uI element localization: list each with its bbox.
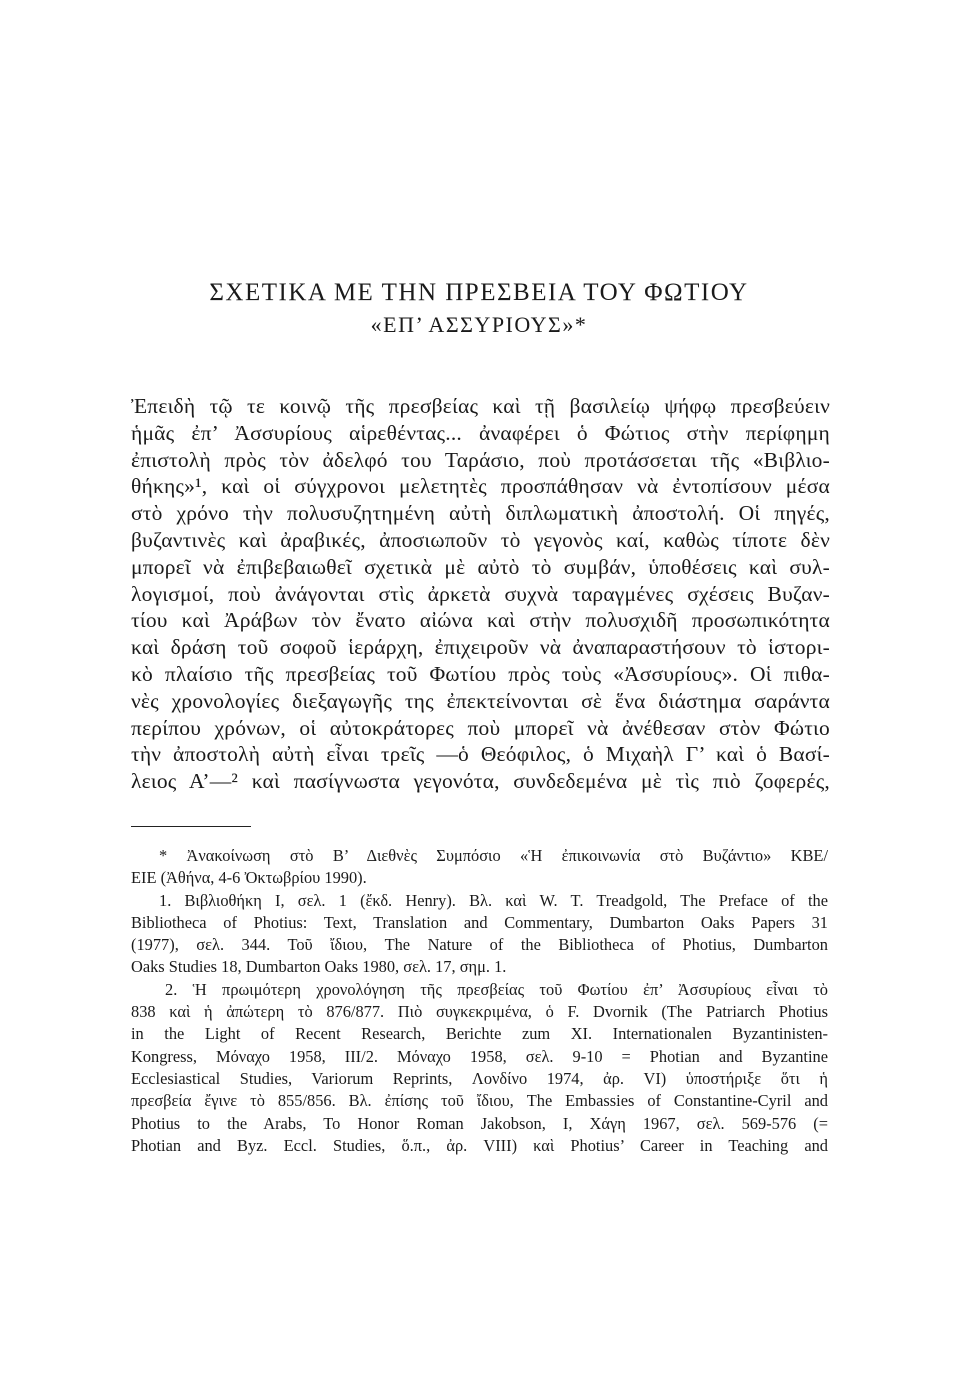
body-line: στὸ χρόνο τὴν πολυσυζητημένη αὐτὴ διπλωματικὴ ἀποστολή. Οἱ πηγές, bbox=[131, 501, 830, 526]
body-line: νὲς χρονολογίες διεξαγωγῆς της ἐπεκτείνονται σὲ ἕνα διάστημα σαράντα bbox=[131, 688, 830, 713]
footnote-2-line: Photian and Byz. Eccl. Studies, ὅ.π., ἀρ. VIII) καὶ Photius’ Career in Teaching and bbox=[131, 1135, 828, 1155]
footnote-1-line: Bibliotheca of Photius: Text, Translation and Commentary, Dumbarton Oaks Papers 31 bbox=[131, 912, 828, 932]
body-line: βυζαντινὲς καὶ ἀραβικές, ἀποσιωποῦν τὸ γεγονὸς καί, καθὼς τίποτε δὲν bbox=[131, 527, 830, 552]
footnote-2-line: Kongress, Μόναχο 1958, III/2. Μόναχο 1958, σελ. 9-10 = Photian and Byzantine bbox=[131, 1046, 828, 1066]
footnotes bbox=[131, 845, 828, 1157]
article-title bbox=[130, 278, 828, 340]
footnote-1-line: Oaks Studies 18, Dumbarton Oaks 1980, σελ. 17, σημ. 1. bbox=[131, 957, 507, 977]
body-line: θήκης»¹, καὶ οἱ σύγχρονοι μελετητὲς προσπάθησαν νὰ ἐντοπίσουν μέσα bbox=[131, 474, 830, 499]
footnote-1-line: (1977), σελ. 344. Τοῦ ἴδιου, The Nature of the Bibliotheca of Photius, Dumbarton bbox=[131, 935, 828, 955]
footnote-2-line: πρεσβεία ἔγινε τὸ 855/856. Βλ. ἐπίσης τοῦ ἴδιου, The Embassies of Constantine-Cyril and bbox=[131, 1091, 828, 1111]
footnote-1-line: 1. Βιβλιοθήκη Ι, σελ. 1 (ἔκδ. Henry). Βλ. καὶ W. T. Treadgold, The Preface of the bbox=[159, 890, 828, 910]
body-line: Ἐπειδὴ τῷ τε κοινῷ τῆς πρεσβείας καὶ τῇ βασιλείῳ ψήφῳ πρεσβεύειν bbox=[131, 394, 830, 418]
body-line: τὴν ἀποστολὴ αὐτὴ εἶναι τρεῖς —ὁ Θεόφιλος, ὁ Μιχαὴλ Γ’ καὶ ὁ Βασί- bbox=[131, 742, 830, 767]
footnote-rule bbox=[131, 826, 251, 827]
footnote-2-line: Ecclesiastical Studies, Variorum Reprints, Λονδίνο 1974, ἀρ. VI) ὑποστήριξε ὅτι ἡ bbox=[131, 1068, 828, 1088]
title-line-1: ΣΧΕΤΙΚΑ ΜΕ ΤΗΝ ΠΡΕΣΒΕΙΑ ΤΟΥ ΦΩΤΙΟΥ bbox=[209, 279, 749, 306]
footnote-2-line: 2. Ἡ πρωιμότερη χρονολόγηση τῆς πρεσβείας τοῦ Φωτίου ἐπ’ Ἀσσυρίους εἶναι τὸ bbox=[165, 979, 828, 999]
body-line: μπορεῖ νὰ ἐπιβεβαιωθεῖ σχετικὰ μὲ αὐτὸ τὸ συμβάν, ὑποθέσεις καὶ συλ- bbox=[131, 554, 830, 579]
footnote-star-line: * Ἀνακοίνωση στὸ Β’ Διεθνὲς Συμπόσιο «Ἡ ἐπικοινωνία στὸ Βυζάντιο» ΚΒΕ/ bbox=[159, 846, 828, 865]
title-line-2: «ΕΠ’ ΑΣΣΥΡΙΟΥΣ»* bbox=[370, 312, 588, 337]
body-line: ἡμᾶς ἐπ’ Ἀσσυρίους αἱρεθέντας... ἀναφέρει ὁ Φώτιος στὴν περίφημη bbox=[131, 420, 830, 445]
footnote-star-line: ΕΙΕ (Ἀθήνα, 4-6 Ὀκτωβρίου 1990). bbox=[131, 868, 367, 888]
footnote-2-line: in the Light of Recent Research, Berichte zum XI. Internationalen Byzantinisten- bbox=[131, 1024, 828, 1044]
footnote-2-line: Photius to the Arabs, To Honor Roman Jakobson, I, Χάγη 1967, σελ. 569-576 (= bbox=[131, 1113, 828, 1133]
body-line: κὸ πλαίσιο τῆς πρεσβείας τοῦ Φωτίου πρὸς τοὺς «Ἀσσυρίους». Οἱ πιθα- bbox=[131, 661, 830, 686]
body-line: καὶ δράση τοῦ σοφοῦ ἱεράρχη, ἐπιχειροῦν νὰ ἀναπαραστήσουν τὸ ἱστορι- bbox=[131, 635, 830, 660]
body-line: περίπου χρόνων, οἱ αὐτοκράτορες ποὺ μπορεῖ νὰ ἀνέθεσαν στὸν Φώτιο bbox=[131, 715, 830, 740]
footnote-2-line: 838 καὶ ἡ ἀπώτερη τὸ 876/877. Πιὸ συγκεκριμένα, ὁ F. Dvornik (The Patriarch Photius bbox=[131, 1002, 828, 1022]
body-line: λειος Α’—² καὶ πασίγνωστα γεγονότα, συνδεδεμένα μὲ τὶς πιὸ ζοφερές, bbox=[131, 769, 830, 794]
body-line: τίου καὶ Ἀράβων τὸν ἔνατο αἰώνα καὶ στὴν πολυσχιδῆ προσωπικότητα bbox=[131, 608, 830, 633]
body-paragraph bbox=[131, 393, 830, 795]
body-line: ἐπιστολὴ πρὸς τὸν ἀδελφό του Ταράσιο, ποὺ προτάσσεται τῆς «Βιβλιο- bbox=[131, 447, 830, 472]
body-line: λογισμοί, ποὺ ἀνάγονται στὶς ἀρκετὰ συχνὰ ταραγμένες σχέσεις Βυζαν- bbox=[131, 581, 830, 606]
